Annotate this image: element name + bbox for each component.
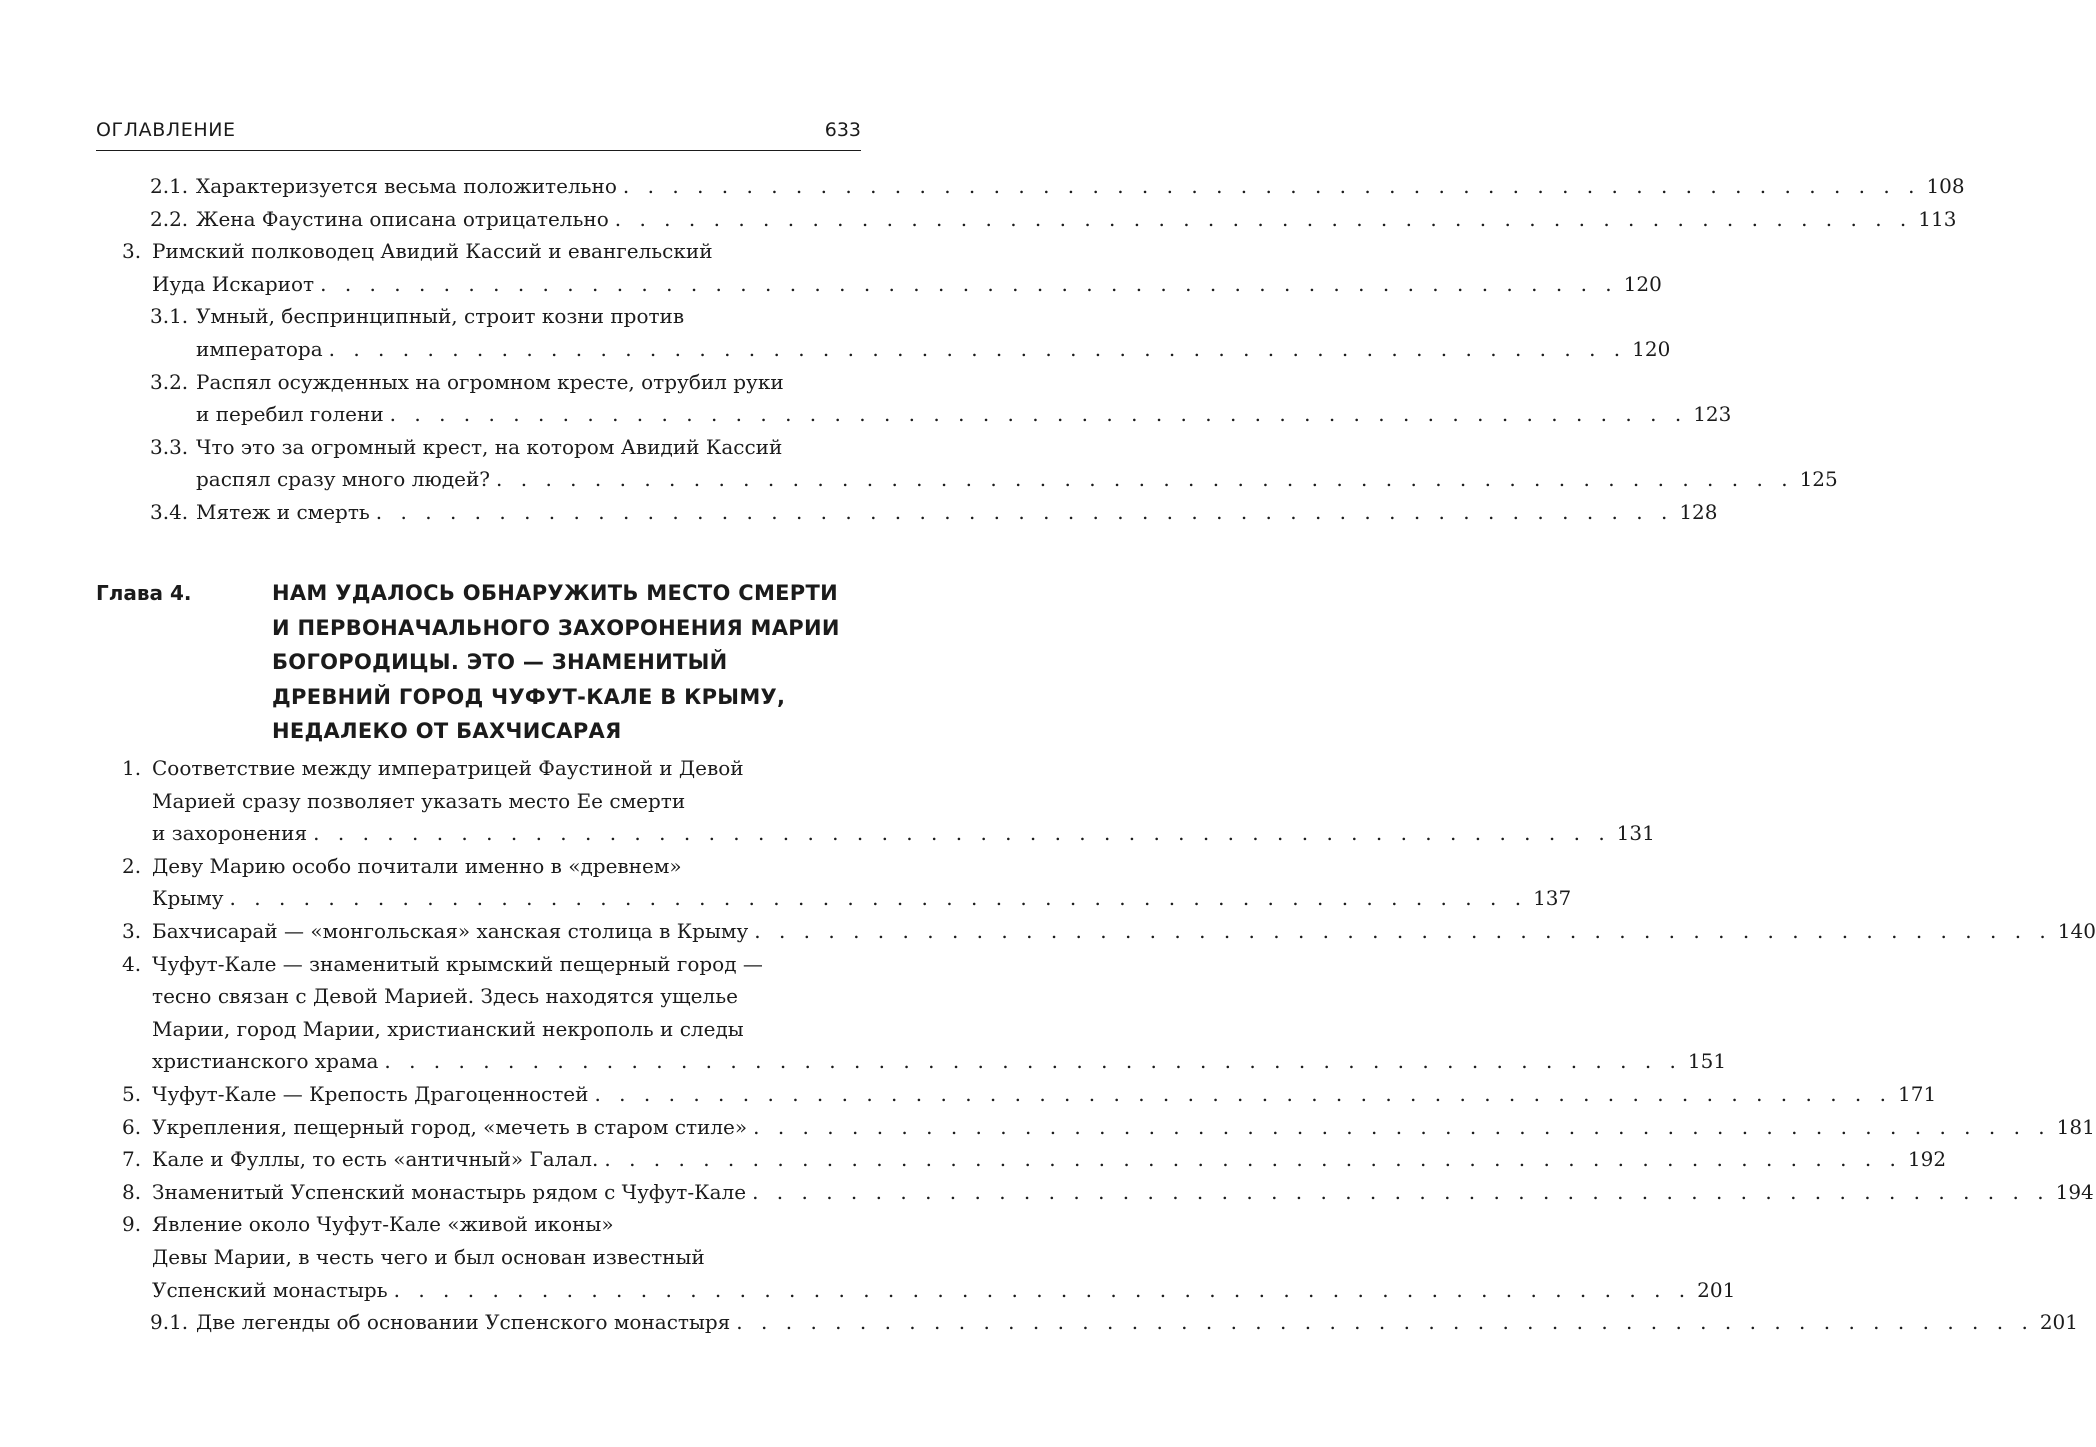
chapter-title-line: БОГОРОДИЦЫ. ЭТО — ЗНАМЕНИТЫЙ bbox=[272, 650, 728, 674]
toc-entry-line bbox=[150, 366, 861, 398]
toc-entry-line bbox=[196, 333, 1671, 365]
toc-entry-title: Успенский монастырь bbox=[152, 1277, 388, 1302]
toc-leader-dots: . . . . . . . . . . . . . . . . . . . . . . . . . . . . . . . . . . . . . . . . . . . . . . . . . . . . . bbox=[614, 206, 1913, 231]
toc-entry-line bbox=[150, 203, 1957, 235]
toc-entry-line bbox=[152, 268, 1662, 300]
toc-entry-number: 4. bbox=[122, 951, 142, 976]
toc-leader-dots: . . . . . . . . . . . . . . . . . . . . . . . . . . . . . . . . . . . . . . . . . . . . . . . . . . . . . bbox=[375, 500, 1674, 524]
toc-entry-title: Укрепления, пещерный город, «мечеть в старом стиле» bbox=[152, 1114, 748, 1139]
toc-entry-page: 123 bbox=[1693, 402, 1732, 427]
toc-entry-line bbox=[150, 431, 861, 463]
toc-entry-line bbox=[152, 785, 861, 817]
toc-entry-title: Мятеж и смерть bbox=[196, 500, 370, 524]
toc-entry-number: 3.2. bbox=[150, 369, 189, 394]
toc-leader-dots: . . . . . . . . . . . . . . . . . . . . . . . . . . . . . . . . . . . . . . . . . . . . . . . . . . . . . bbox=[594, 1082, 1892, 1106]
toc-entry-page: 151 bbox=[1687, 1049, 1727, 1074]
toc-entry-line bbox=[152, 980, 861, 1012]
chapter-title-line: И ПЕРВОНАЧАЛЬНОГО ЗАХОРОНЕНИЯ МАРИИ bbox=[272, 615, 840, 640]
toc-leader-dots: . . . . . . . . . . . . . . . . . . . . . . . . . . . . . . . . . . . . . . . . . . . . . . . . . . . . . bbox=[389, 402, 1688, 427]
toc-entry-line bbox=[122, 1208, 861, 1240]
toc-entry-page: 131 bbox=[1616, 821, 1655, 846]
toc-entry-title: тесно связан с Девой Марией. Здесь находятся ущелье bbox=[152, 984, 738, 1009]
toc-entry-line bbox=[152, 817, 1655, 849]
toc-leader-dots: . . . . . . . . . . . . . . . . . . . . . . . . . . . . . . . . . . . . . . . . . . . . . . . . . . . . . bbox=[393, 1277, 1692, 1302]
toc-entry-title: Иуда Искариот bbox=[152, 271, 315, 296]
toc-entry-number: 2.1. bbox=[150, 174, 189, 198]
toc-entry-title: Марии, город Марии, христианский некрополь и следы bbox=[152, 1016, 744, 1041]
toc-entry-title: Жена Фаустина описана отрицательно bbox=[196, 206, 609, 231]
toc-entry-number: 9. bbox=[122, 1212, 142, 1237]
toc-entry-title: Кале и Фуллы, то есть «античный» Галал. bbox=[152, 1147, 599, 1172]
toc-entry-page: 201 bbox=[2039, 1310, 2079, 1335]
toc-leader-dots: . . . . . . . . . . . . . . . . . . . . . . . . . . . . . . . . . . . . . . . . . . . . . . . . . . . . . bbox=[328, 337, 1627, 361]
toc-leader-dots: . . . . . . . . . . . . . . . . . . . . . . . . . . . . . . . . . . . . . . . . . . . . . . . . . . . . . bbox=[622, 174, 1921, 198]
toc-entry-page: 113 bbox=[1918, 206, 1957, 231]
toc-entry-line bbox=[196, 398, 1732, 430]
toc-entry-page: 171 bbox=[1898, 1082, 1937, 1106]
toc-leader-dots: . . . . . . . . . . . . . . . . . . . . . . . . . . . . . . . . . . . . . . . . . . . . . . . . . . . . . bbox=[753, 1114, 2051, 1139]
header-page-number: 633 bbox=[824, 119, 861, 141]
toc-entry-title: Деву Марию особо почитали именно в «древнем» bbox=[152, 853, 682, 878]
toc-entry-line bbox=[122, 1111, 2095, 1143]
toc-leader-dots: . . . . . . . . . . . . . . . . . . . . . . . . . . . . . . . . . . . . . . . . . . . . . . . . . . . . . bbox=[384, 1049, 1682, 1074]
toc-entry-title: императора bbox=[196, 337, 323, 361]
toc-entry-line bbox=[122, 1143, 1947, 1175]
toc-leader-dots: . . . . . . . . . . . . . . . . . . . . . . . . . . . . . . . . . . . . . . . . . . . . . . . . . . . . . bbox=[496, 467, 1794, 492]
toc-entry-line bbox=[196, 463, 1838, 495]
toc-entry-title: Чуфут-Кале — Крепость Драгоценностей bbox=[152, 1082, 589, 1106]
toc-entry-number: 5. bbox=[122, 1082, 142, 1106]
toc-entry-number: 1. bbox=[122, 756, 142, 780]
toc-entry-line bbox=[150, 496, 1718, 528]
toc-entry-title: Характеризуется весьма положительно bbox=[196, 174, 617, 198]
toc-entry-title: Знаменитый Успенский монастырь рядом с Чуфут-Кале bbox=[152, 1179, 747, 1204]
toc-entry-number: 3. bbox=[122, 239, 142, 264]
toc-entry-page: 137 bbox=[1533, 886, 1572, 911]
toc-entry-number: 3.1. bbox=[150, 304, 189, 329]
toc-entry-number: 3.3. bbox=[150, 434, 189, 459]
toc-leader-dots: . . . . . . . . . . . . . . . . . . . . . . . . . . . . . . . . . . . . . . . . . . . . . . . . . . . . . bbox=[736, 1310, 2034, 1335]
toc-entry-title: Две легенды об основании Успенского монастыря bbox=[196, 1310, 731, 1335]
toc-entry-title: Марией сразу позволяет указать место Ее смерти bbox=[152, 788, 686, 813]
toc-leader-dots: . . . . . . . . . . . . . . . . . . . . . . . . . . . . . . . . . . . . . . . . . . . . . . . . . . . . . bbox=[313, 821, 1611, 846]
toc-entry-number: 2.2. bbox=[150, 206, 189, 231]
toc-entry-line bbox=[122, 1176, 2094, 1208]
toc-entry-page: 140 bbox=[2057, 919, 2096, 943]
chapter-label: Глава 4. bbox=[96, 581, 192, 605]
toc-entry-line bbox=[122, 915, 2096, 947]
toc-entry-number: 2. bbox=[122, 853, 142, 878]
toc-entry-page: 125 bbox=[1799, 467, 1838, 492]
toc-entry-line bbox=[150, 300, 861, 332]
toc-leader-dots: . . . . . . . . . . . . . . . . . . . . . . . . . . . . . . . . . . . . . . . . . . . . . . . . . . . . . bbox=[752, 1179, 2050, 1204]
toc-entry-title: и захоронения bbox=[152, 821, 308, 846]
toc-entry-title: Что это за огромный крест, на котором Авидий Кассий bbox=[196, 434, 783, 459]
toc-entry-line bbox=[152, 1013, 861, 1045]
toc-entry-line bbox=[152, 882, 1572, 914]
toc-entry-page: 201 bbox=[1697, 1277, 1736, 1302]
toc-leader-dots: . . . . . . . . . . . . . . . . . . . . . . . . . . . . . . . . . . . . . . . . . . . . . . . . . . . . . bbox=[604, 1147, 1902, 1172]
toc-entry-line bbox=[150, 1306, 2079, 1338]
toc-entry-line bbox=[122, 850, 861, 882]
toc-entry-page: 194 bbox=[2055, 1179, 2094, 1204]
toc-entry-line bbox=[122, 235, 861, 267]
toc-entry-page: 181 bbox=[2056, 1114, 2095, 1139]
toc-entry-title: Римский полководец Авидий Кассий и евангельский bbox=[152, 239, 713, 264]
toc-entry-number: 9.1. bbox=[150, 1310, 189, 1335]
toc-entry-title: Чуфут-Кале — знаменитый крымский пещерный город — bbox=[152, 951, 763, 976]
toc-entry-title: Умный, беспринципный, строит козни против bbox=[196, 304, 685, 329]
toc-entry-line bbox=[122, 1078, 1937, 1110]
chapter-title bbox=[272, 576, 872, 749]
toc-entry-number: 3. bbox=[122, 919, 142, 943]
toc-entry-title: христианского храма bbox=[152, 1049, 379, 1074]
toc-entry-title: Явление около Чуфут-Кале «живой иконы» bbox=[152, 1212, 614, 1237]
toc-entry-title: и перебил голени bbox=[196, 402, 384, 427]
toc-entry-line bbox=[150, 170, 1965, 202]
toc-entry-line bbox=[122, 948, 861, 980]
toc-entry-page: 128 bbox=[1679, 500, 1718, 524]
running-header bbox=[96, 118, 861, 151]
toc-entry-number: 3.4. bbox=[150, 500, 189, 524]
toc-entry-page: 120 bbox=[1623, 271, 1662, 296]
toc-entry-line bbox=[152, 1274, 1736, 1306]
chapter-title-line: НАМ УДАЛОСЬ ОБНАРУЖИТЬ МЕСТО СМЕРТИ bbox=[272, 581, 838, 605]
chapter-title-line: ДРЕВНИЙ ГОРОД ЧУФУТ-КАЛЕ В КРЫМУ, bbox=[272, 684, 786, 709]
toc-entry-title: Соответствие между императрицей Фаустиной и Девой bbox=[152, 756, 744, 780]
toc-entry-line bbox=[122, 752, 861, 784]
toc-entry-number: 7. bbox=[122, 1147, 142, 1172]
toc-leader-dots: . . . . . . . . . . . . . . . . . . . . . . . . . . . . . . . . . . . . . . . . . . . . . . . . . . . . . bbox=[229, 886, 1528, 911]
toc-entry-title: Бахчисарай — «монгольская» ханская столица в Крыму bbox=[152, 919, 749, 943]
toc-entry-title: Распял осужденных на огромном кресте, отрубил руки bbox=[196, 369, 784, 394]
toc-entry-page: 120 bbox=[1632, 337, 1671, 361]
toc-entry-title: Девы Марии, в честь чего и был основан известный bbox=[152, 1245, 705, 1269]
toc-entry-line bbox=[152, 1241, 861, 1273]
toc-entry-line bbox=[152, 1045, 1727, 1077]
toc-entry-title: распял сразу много людей? bbox=[196, 467, 491, 492]
header-title: ОГЛАВЛЕНИЕ bbox=[96, 119, 236, 141]
toc-entry-title: Крыму bbox=[152, 886, 224, 911]
toc-leader-dots: . . . . . . . . . . . . . . . . . . . . . . . . . . . . . . . . . . . . . . . . . . . . . . . . . . . . . bbox=[320, 271, 1618, 296]
toc-entry-number: 8. bbox=[122, 1179, 142, 1204]
toc-entry-page: 108 bbox=[1926, 174, 1965, 198]
chapter-title-line: НЕДАЛЕКО ОТ БАХЧИСАРАЯ bbox=[272, 719, 622, 743]
toc-entry-number: 6. bbox=[122, 1114, 142, 1139]
toc-entry-page: 192 bbox=[1907, 1147, 1947, 1172]
toc-leader-dots: . . . . . . . . . . . . . . . . . . . . . . . . . . . . . . . . . . . . . . . . . . . . . . . . . . . . . bbox=[754, 919, 2052, 943]
